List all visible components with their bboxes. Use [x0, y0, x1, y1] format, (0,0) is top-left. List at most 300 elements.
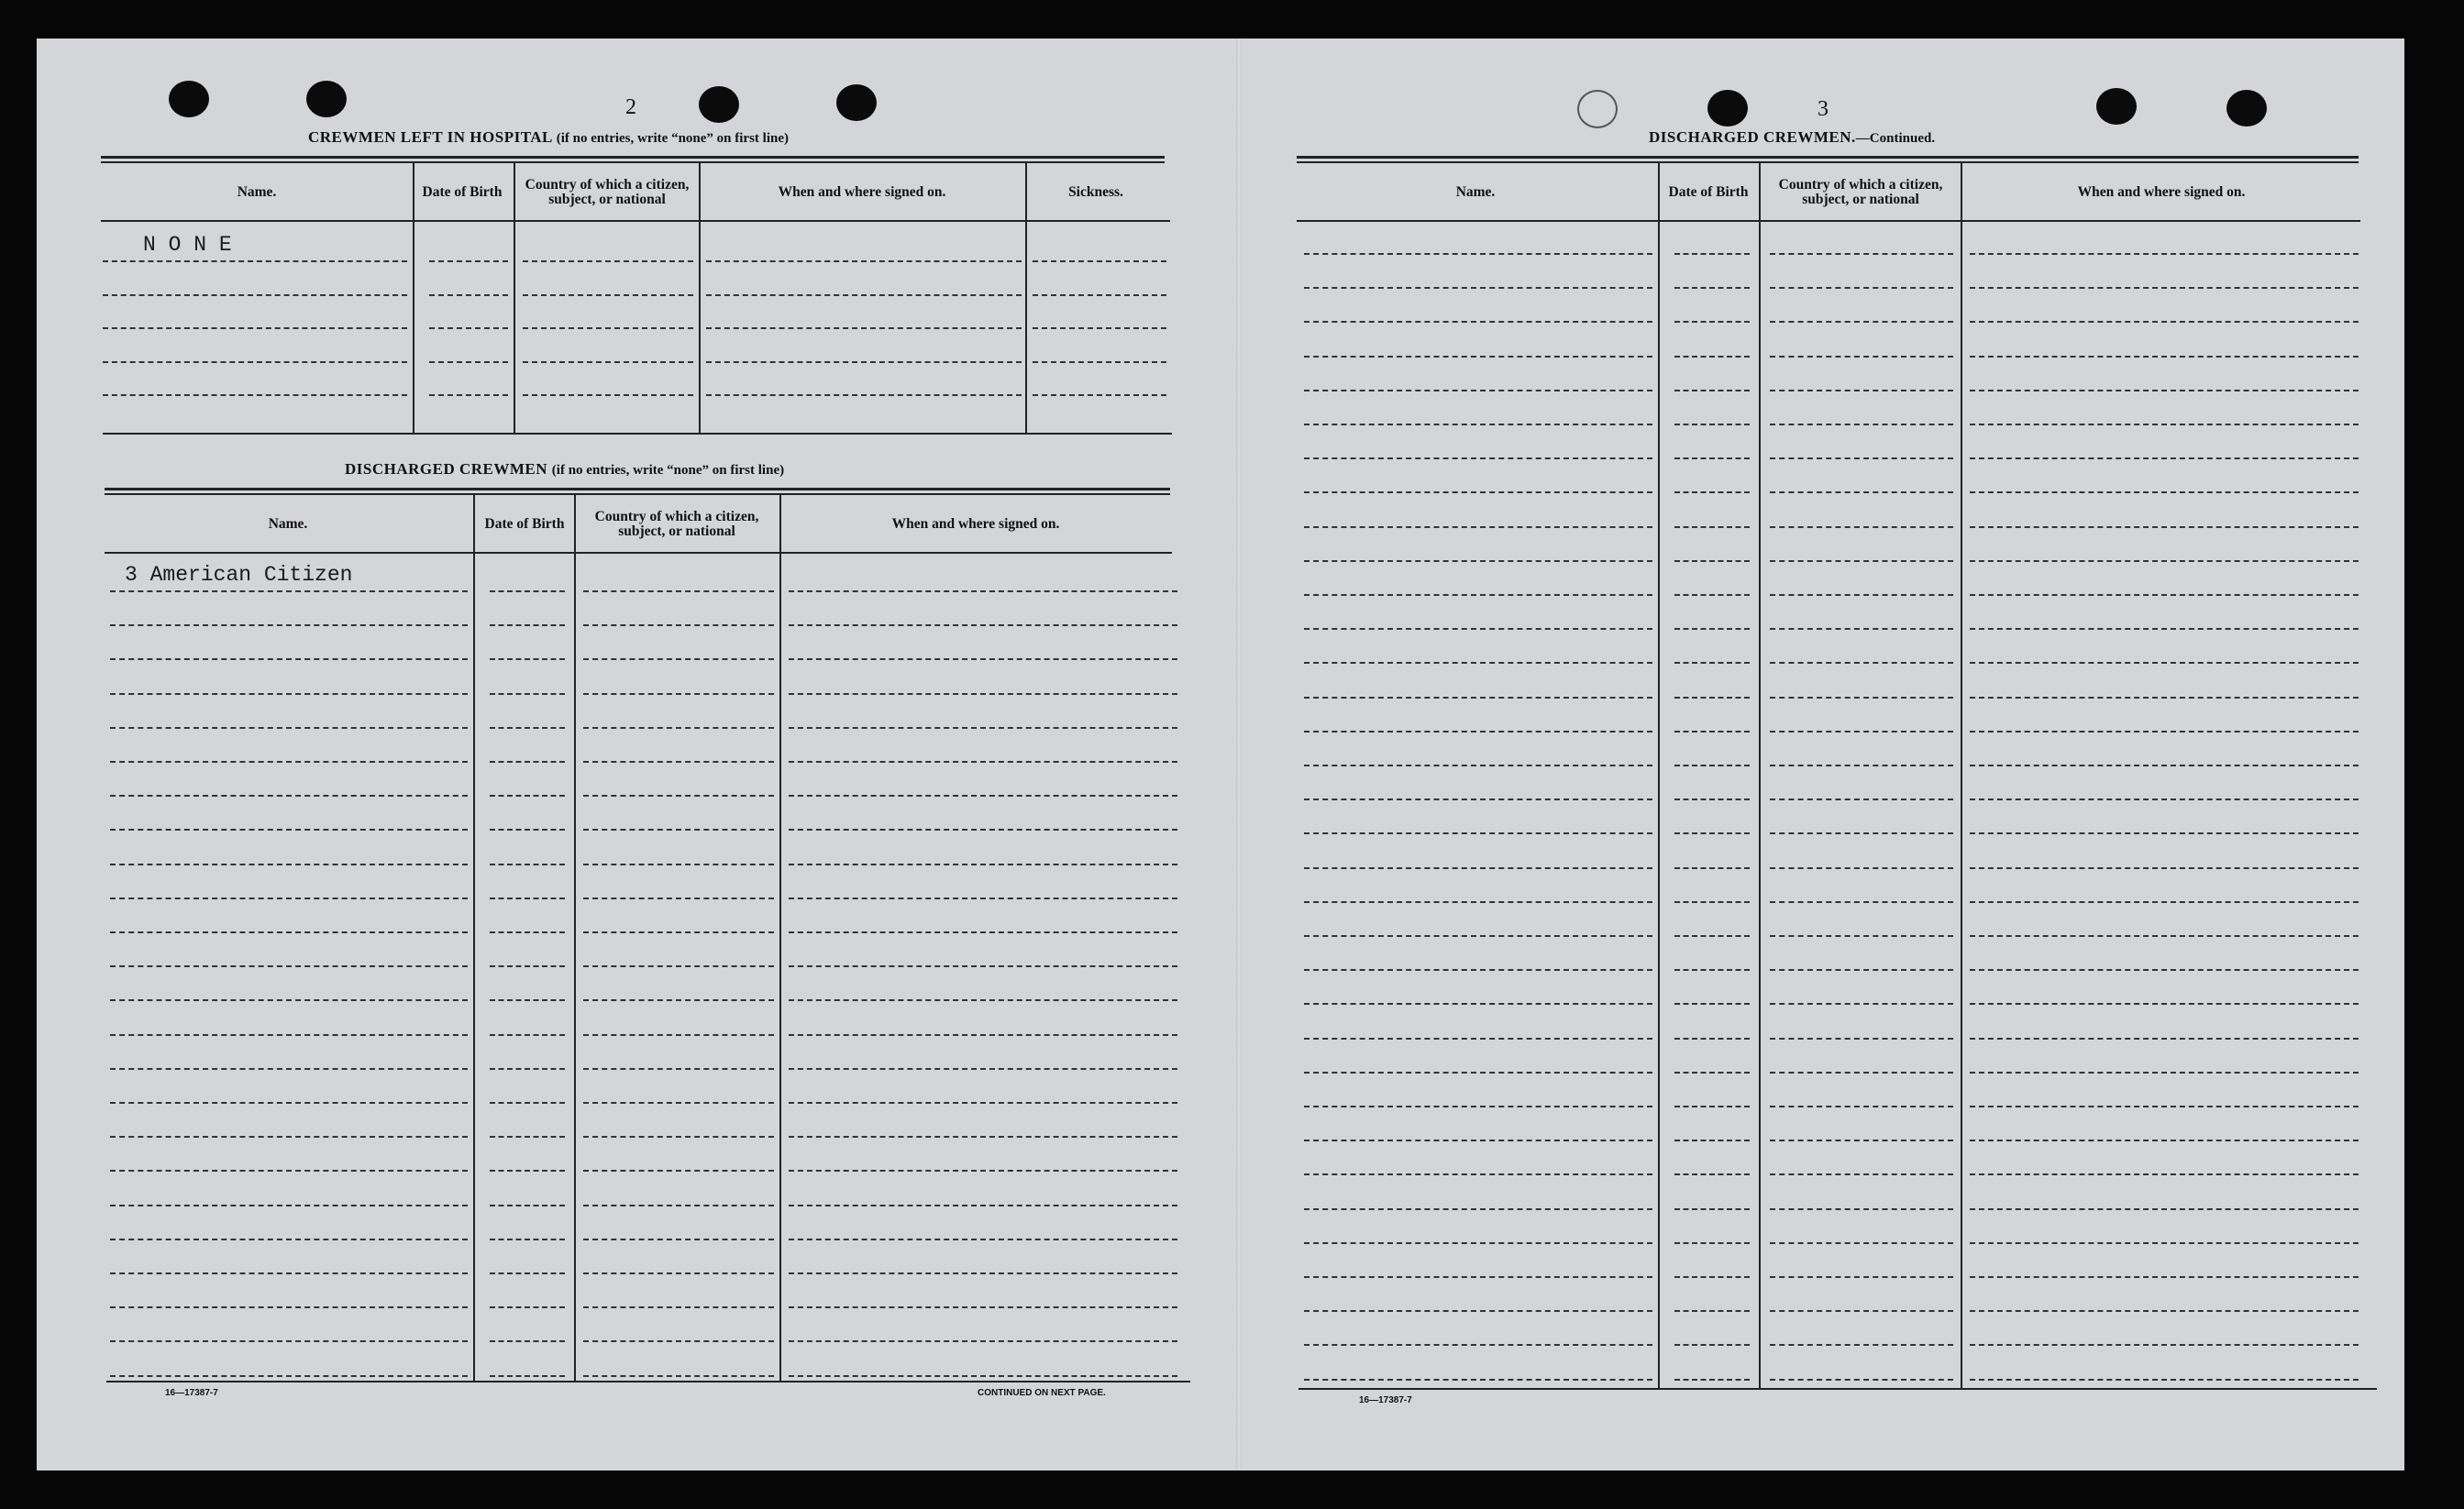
entry-line — [490, 1239, 565, 1240]
entry-line — [490, 1375, 565, 1377]
entry-line — [1304, 1140, 1652, 1141]
entry-line — [1770, 491, 1953, 493]
entry-line — [1033, 361, 1166, 363]
entry-line — [490, 658, 565, 660]
entry-line — [1304, 491, 1652, 493]
entry-line — [583, 1272, 774, 1274]
entry-line — [1970, 1173, 2359, 1175]
entry-line — [1304, 1038, 1652, 1040]
entry-line — [583, 795, 774, 797]
entry-line — [1770, 1344, 1953, 1346]
entry-line — [490, 727, 565, 729]
entry-line — [490, 1272, 565, 1274]
entry-line — [110, 1340, 468, 1342]
hospital-divider — [514, 161, 515, 433]
entry-line — [1304, 1344, 1652, 1346]
entry-line — [1970, 1208, 2359, 1210]
entry-line — [490, 1170, 565, 1172]
entry-line — [1970, 1140, 2359, 1141]
entry-line — [583, 624, 774, 626]
entry-line — [1970, 594, 2359, 596]
entry-line — [490, 864, 565, 865]
right-top-rule — [1297, 156, 2359, 159]
entry-line — [490, 795, 565, 797]
entry-line — [1674, 287, 1750, 289]
entry-line — [1674, 1003, 1750, 1005]
entry-line — [1970, 969, 2359, 971]
discharged-title-text: DISCHARGED CREWMEN — [345, 460, 548, 478]
entry-line — [789, 1102, 1177, 1104]
entry-line — [490, 829, 565, 831]
entry-line — [1304, 356, 1652, 358]
form-number: 16—17387-7 — [165, 1388, 218, 1398]
entry-line — [490, 624, 565, 626]
entry-line — [1770, 526, 1953, 528]
entry-line — [1970, 287, 2359, 289]
entry-line — [1970, 867, 2359, 869]
discharged-top-rule — [105, 488, 1170, 490]
entry-line — [1970, 697, 2359, 699]
right-col-name: Name. — [1455, 184, 1496, 200]
entry-line — [1304, 969, 1652, 971]
entry-line — [1970, 321, 2359, 323]
entry-line — [1304, 1106, 1652, 1107]
discharged-col-signed: When and where signed on. — [891, 516, 1060, 532]
entry-line — [789, 829, 1177, 831]
right-divider — [1961, 161, 1962, 1388]
entry-line — [110, 1170, 468, 1172]
entry-line — [490, 1102, 565, 1104]
entry-line — [1770, 560, 1953, 562]
entry-line — [110, 931, 468, 933]
entry-line — [1304, 424, 1652, 425]
entry-line — [1304, 1310, 1652, 1312]
entry-line — [1674, 799, 1750, 800]
entry-line — [523, 327, 693, 329]
entry-line — [789, 999, 1177, 1001]
entry-line — [1033, 394, 1166, 396]
entry-line — [1970, 1072, 2359, 1074]
entry-line — [429, 327, 508, 329]
entry-line — [110, 1205, 468, 1206]
right-divider — [1658, 161, 1660, 1388]
entry-line — [583, 1170, 774, 1172]
hospital-divider — [699, 161, 701, 433]
entry-line — [490, 1340, 565, 1342]
entry-line — [1674, 1140, 1750, 1141]
entry-line — [1304, 628, 1652, 630]
entry-line — [706, 260, 1022, 262]
entry-line — [1770, 799, 1953, 800]
right-divider — [1759, 161, 1761, 1388]
entry-line — [1770, 390, 1953, 391]
entry-line — [1304, 560, 1652, 562]
hospital-header-rule — [101, 220, 1170, 222]
entry-line — [1033, 327, 1166, 329]
entry-line — [1674, 662, 1750, 664]
entry-line — [1970, 901, 2359, 903]
entry-line — [490, 931, 565, 933]
entry-line — [110, 965, 468, 967]
entry-line — [1970, 1379, 2359, 1381]
entry-line — [789, 1068, 1177, 1070]
entry-line — [1674, 832, 1750, 834]
entry-line — [789, 658, 1177, 660]
entry-line — [1304, 1072, 1652, 1074]
hospital-bottom-rule — [103, 433, 1172, 435]
entry-line — [1304, 799, 1652, 800]
entry-line — [1970, 1038, 2359, 1040]
entry-line — [1304, 1276, 1652, 1278]
discharged-divider — [574, 493, 576, 1381]
hospital-top-rule — [101, 156, 1165, 159]
entry-line — [583, 1136, 774, 1138]
entry-line — [1770, 424, 1953, 425]
entry-line — [1304, 1173, 1652, 1175]
entry-line — [1674, 969, 1750, 971]
entry-line — [1304, 390, 1652, 391]
entry-line — [583, 999, 774, 1001]
hospital-col-signed: When and where signed on. — [778, 184, 946, 200]
right-bottom-rule — [1298, 1388, 2377, 1390]
entry-line — [103, 394, 407, 396]
entry-line — [789, 1340, 1177, 1342]
entry-line — [490, 1068, 565, 1070]
discharged-header-rule — [105, 552, 1172, 554]
entry-line — [1770, 765, 1953, 766]
entry-line — [583, 1375, 774, 1377]
punch-hole — [306, 81, 347, 117]
entry-line — [1770, 253, 1953, 255]
entry-line — [1033, 294, 1166, 296]
entry-line — [1674, 594, 1750, 596]
entry-line — [1304, 832, 1652, 834]
entry-line — [706, 327, 1022, 329]
entry-line — [583, 590, 774, 592]
entry-line — [1970, 1344, 2359, 1346]
entry-line — [1304, 935, 1652, 937]
entry-line — [1970, 1242, 2359, 1244]
entry-line — [583, 1340, 774, 1342]
entry-line — [1304, 1242, 1652, 1244]
entry-line — [1970, 491, 2359, 493]
entry-line — [789, 727, 1177, 729]
entry-line — [110, 658, 468, 660]
entry-line — [583, 931, 774, 933]
discharged-section-title — [345, 460, 784, 479]
entry-line — [1770, 1140, 1953, 1141]
entry-line — [1970, 628, 2359, 630]
discharged-first-entry: 3 American Citizen — [125, 563, 353, 587]
entry-line — [110, 795, 468, 797]
entry-line — [110, 829, 468, 831]
entry-line — [1770, 356, 1953, 358]
entry-line — [583, 1239, 774, 1240]
entry-line — [789, 693, 1177, 695]
entry-line — [110, 761, 468, 763]
entry-line — [1970, 935, 2359, 937]
entry-line — [1770, 628, 1953, 630]
entry-line — [1970, 526, 2359, 528]
discharged-divider — [473, 493, 475, 1381]
entry-line — [1970, 457, 2359, 459]
entry-line — [1033, 260, 1166, 262]
entry-line — [1770, 287, 1953, 289]
discharged-divider — [779, 493, 781, 1381]
entry-line — [1970, 731, 2359, 732]
entry-line — [490, 965, 565, 967]
entry-line — [110, 1375, 468, 1377]
discharged-bottom-rule — [106, 1381, 1190, 1382]
entry-line — [490, 693, 565, 695]
entry-line — [1770, 1106, 1953, 1107]
entry-line — [1674, 1276, 1750, 1278]
entry-line — [1674, 560, 1750, 562]
right-header-rule — [1297, 220, 2360, 222]
entry-line — [789, 1170, 1177, 1172]
entry-line — [429, 361, 508, 363]
entry-line — [490, 898, 565, 899]
entry-line — [1970, 424, 2359, 425]
entry-line — [1304, 321, 1652, 323]
entry-line — [789, 1306, 1177, 1308]
entry-line — [1770, 969, 1953, 971]
right-col-dob: Date of Birth — [1668, 184, 1749, 200]
entry-line — [1770, 1173, 1953, 1175]
entry-line — [110, 727, 468, 729]
page-fold — [1236, 39, 1242, 1470]
entry-line — [583, 829, 774, 831]
continued-note: CONTINUED ON NEXT PAGE. — [978, 1388, 1106, 1398]
entry-line — [1674, 628, 1750, 630]
entry-line — [110, 590, 468, 592]
entry-line — [1674, 731, 1750, 732]
discharged-col-country: Country of which a citizen, subject, or national — [594, 509, 759, 539]
entry-line — [1674, 1310, 1750, 1312]
entry-line — [1770, 832, 1953, 834]
right-title-suffix: —Continued. — [1855, 131, 1936, 146]
entry-line — [1304, 867, 1652, 869]
entry-line — [490, 1306, 565, 1308]
entry-line — [110, 1306, 468, 1308]
entry-line — [789, 590, 1177, 592]
entry-line — [1304, 765, 1652, 766]
entry-line — [110, 693, 468, 695]
entry-line — [789, 761, 1177, 763]
hospital-title-text: CREWMEN LEFT IN HOSPITAL — [308, 128, 552, 146]
entry-line — [1770, 1379, 1953, 1381]
entry-line — [1674, 1072, 1750, 1074]
entry-line — [1674, 321, 1750, 323]
form-number: 16—17387-7 — [1359, 1395, 1412, 1405]
entry-line — [583, 898, 774, 899]
entry-line — [1304, 731, 1652, 732]
entry-line — [1304, 697, 1652, 699]
punch-hole — [1707, 90, 1748, 127]
entry-line — [1770, 1276, 1953, 1278]
entry-line — [1304, 662, 1652, 664]
entry-line — [110, 1034, 468, 1036]
entry-line — [1770, 457, 1953, 459]
discharged-col-name: Name. — [268, 516, 308, 532]
entry-line — [1674, 526, 1750, 528]
entry-line — [1304, 901, 1652, 903]
entry-line — [1304, 457, 1652, 459]
entry-line — [110, 624, 468, 626]
entry-line — [110, 1068, 468, 1070]
entry-line — [1770, 731, 1953, 732]
entry-line — [583, 1102, 774, 1104]
entry-line — [429, 294, 508, 296]
entry-line — [583, 864, 774, 865]
right-col-country: Country of which a citizen, subject, or national — [1778, 177, 1943, 207]
punch-hole — [169, 81, 209, 117]
entry-line — [1674, 935, 1750, 937]
entry-line — [110, 864, 468, 865]
entry-line — [490, 1205, 565, 1206]
entry-line — [490, 1136, 565, 1138]
entry-line — [1304, 287, 1652, 289]
entry-line — [1970, 1003, 2359, 1005]
entry-line — [1770, 1072, 1953, 1074]
entry-line — [1970, 253, 2359, 255]
entry-line — [429, 394, 508, 396]
right-top-rule-2 — [1297, 161, 2359, 163]
entry-line — [583, 1306, 774, 1308]
entry-line — [1770, 594, 1953, 596]
punch-hole-faint — [1577, 90, 1618, 128]
entry-line — [706, 294, 1022, 296]
entry-line — [1970, 1106, 2359, 1107]
entry-line — [110, 1239, 468, 1240]
right-col-signed: When and where signed on. — [2077, 184, 2246, 200]
entry-line — [1970, 1276, 2359, 1278]
entry-line — [1674, 697, 1750, 699]
entry-line — [1304, 1379, 1652, 1381]
entry-line — [490, 1034, 565, 1036]
entry-line — [490, 999, 565, 1001]
entry-line — [1674, 356, 1750, 358]
hospital-top-rule-2 — [101, 161, 1165, 163]
entry-line — [1674, 491, 1750, 493]
entry-line — [103, 294, 407, 296]
entry-line — [1970, 832, 2359, 834]
entry-line — [1970, 390, 2359, 391]
entry-line — [1770, 697, 1953, 699]
entry-line — [1674, 457, 1750, 459]
entry-line — [103, 327, 407, 329]
entry-line — [789, 1375, 1177, 1377]
entry-line — [789, 965, 1177, 967]
page-number: 3 — [1818, 97, 1829, 121]
hospital-col-dob: Date of Birth — [422, 184, 503, 200]
page-number: 2 — [625, 95, 636, 119]
entry-line — [490, 761, 565, 763]
entry-line — [789, 795, 1177, 797]
entry-line — [1674, 1106, 1750, 1107]
entry-line — [1674, 253, 1750, 255]
entry-line — [103, 260, 407, 262]
entry-line — [1770, 1208, 1953, 1210]
entry-line — [789, 1034, 1177, 1036]
entry-line — [1770, 867, 1953, 869]
entry-line — [1770, 321, 1953, 323]
entry-line — [1674, 901, 1750, 903]
entry-line — [1970, 765, 2359, 766]
entry-line — [429, 260, 508, 262]
punch-hole — [699, 86, 739, 123]
punch-hole — [836, 84, 877, 121]
entry-line — [706, 394, 1022, 396]
entry-line — [1770, 1038, 1953, 1040]
hospital-divider — [413, 161, 414, 433]
entry-line — [1770, 935, 1953, 937]
entry-line — [583, 693, 774, 695]
entry-line — [523, 394, 693, 396]
punch-hole — [2096, 88, 2137, 125]
hospital-section-title — [308, 128, 789, 147]
punch-hole — [2226, 90, 2267, 127]
entry-line — [110, 999, 468, 1001]
entry-line — [523, 260, 693, 262]
discharged-title-instruction: (if no entries, write “none” on first line) — [551, 463, 785, 478]
hospital-first-entry: N O N E — [143, 233, 232, 257]
hospital-divider — [1025, 161, 1027, 433]
entry-line — [1770, 662, 1953, 664]
entry-line — [1674, 1173, 1750, 1175]
entry-line — [1674, 1379, 1750, 1381]
entry-line — [1674, 1208, 1750, 1210]
entry-line — [1304, 253, 1652, 255]
right-title-text: DISCHARGED CREWMEN. — [1649, 128, 1856, 146]
entry-line — [789, 898, 1177, 899]
entry-line — [583, 658, 774, 660]
entry-line — [789, 624, 1177, 626]
discharged-top-rule-2 — [105, 493, 1170, 495]
entry-line — [490, 590, 565, 592]
entry-line — [1970, 1310, 2359, 1312]
hospital-title-instruction: (if no entries, write “none” on first line) — [556, 131, 789, 146]
right-section-title — [1649, 128, 1935, 147]
entry-line — [1674, 390, 1750, 391]
entry-line — [1674, 1242, 1750, 1244]
entry-line — [523, 294, 693, 296]
entry-line — [1674, 1038, 1750, 1040]
entry-line — [1674, 424, 1750, 425]
entry-line — [1970, 799, 2359, 800]
entry-line — [1770, 1003, 1953, 1005]
entry-line — [1970, 560, 2359, 562]
entry-line — [1674, 1344, 1750, 1346]
entry-line — [583, 727, 774, 729]
entry-line — [1674, 765, 1750, 766]
hospital-col-sickness: Sickness. — [1068, 184, 1123, 200]
entry-line — [523, 361, 693, 363]
entry-line — [1304, 1208, 1652, 1210]
entry-line — [789, 1272, 1177, 1274]
entry-line — [583, 761, 774, 763]
entry-line — [1770, 901, 1953, 903]
entry-line — [706, 361, 1022, 363]
discharged-col-dob: Date of Birth — [484, 516, 565, 532]
entry-line — [110, 1272, 468, 1274]
entry-line — [1970, 662, 2359, 664]
entry-line — [103, 361, 407, 363]
entry-line — [110, 1102, 468, 1104]
entry-line — [789, 1136, 1177, 1138]
entry-line — [1304, 526, 1652, 528]
entry-line — [110, 1136, 468, 1138]
